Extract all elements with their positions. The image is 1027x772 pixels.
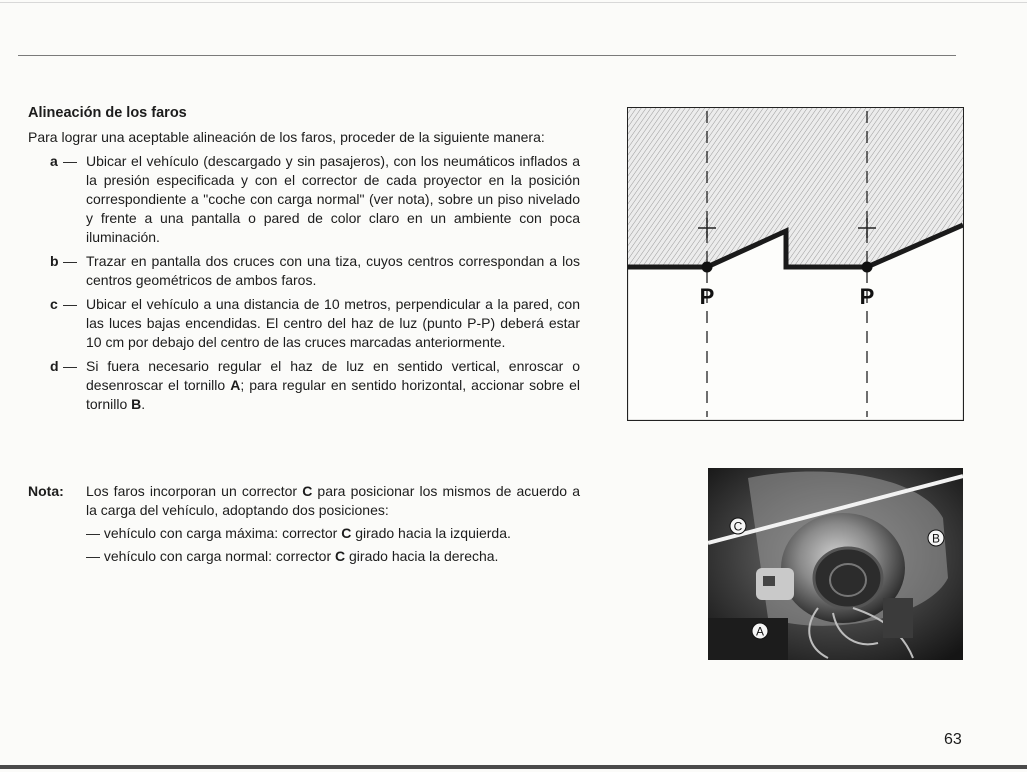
step-a (28, 152, 580, 247)
step-text: Si fuera necesario regular el haz de luz en sentido vertical, enroscar o desenroscar el tornillo A; para regular en sentido horizontal, accionar sobre el tornillo B. (86, 358, 580, 412)
page-number: 63 (944, 731, 962, 748)
intro-paragraph: Para lograr una aceptable alineación de los faros, proceder de la siguiente manera: (28, 129, 545, 145)
right-point-p (862, 262, 873, 273)
headlight-adjuster-photo (708, 468, 963, 660)
steps-list (28, 152, 580, 414)
corrector-c-ref: C (341, 525, 352, 541)
step-dash: — (63, 253, 77, 269)
bracket-right (883, 598, 913, 638)
nota-text: Los faros incorporan un corrector C para posicionar los mismos de acuerdo a la carga del vehículo, adoptando dos posiciones: (86, 483, 580, 518)
nota-line-max-load: — vehículo con carga máxima: corrector C girado hacia la izquierda. (86, 525, 511, 541)
beam-alignment-diagram (627, 107, 964, 421)
page-top-edge (0, 2, 1027, 3)
left-point-label: P (699, 284, 715, 309)
step-key: b (50, 253, 59, 269)
callout-c (730, 518, 746, 534)
section-title: Alineación de los faros (28, 105, 187, 121)
footer-rule (0, 765, 1027, 769)
corrector-knob (763, 576, 775, 586)
screw-a-ref: A (230, 377, 241, 393)
nota-label: Nota: (28, 483, 64, 499)
nota-body (86, 482, 580, 566)
corrector-c-ref: C (335, 548, 346, 564)
header-rule (18, 55, 956, 56)
main-text-column (28, 104, 580, 419)
corrector-c-ref: C (302, 483, 313, 499)
light-zone-hatched (628, 108, 963, 266)
callout-b (928, 530, 944, 546)
step-key: c (50, 296, 58, 312)
callout-a (752, 623, 768, 639)
step-key: a (50, 153, 58, 169)
step-b (28, 252, 580, 290)
step-c (28, 295, 580, 352)
step-key: d (50, 358, 59, 374)
step-dash: — (63, 296, 77, 312)
step-text: Trazar en pantalla dos cruces con una tiza, cuyos centros correspondan a los centros geométricos de ambos faros. (86, 253, 580, 288)
nota-line-normal-load: — vehículo con carga normal: corrector C girado hacia la derecha. (86, 548, 499, 564)
screw-b-ref: B (131, 396, 142, 412)
step-dash: — (63, 358, 77, 374)
dark-lower-area (708, 618, 788, 660)
svg-text:A: A (755, 624, 765, 639)
step-d (28, 357, 580, 414)
right-point-label: P (859, 284, 875, 309)
svg-text:C: C (733, 519, 743, 534)
nota-block (28, 482, 580, 566)
bulb-socket (814, 548, 882, 608)
step-dash: — (63, 153, 77, 169)
step-text: Ubicar el vehículo (descargado y sin pasajeros), con los neumáticos inflados a la presión especificada y con el corrector de cada proyector en la posición correspondiente a "coche con carga normal" (ver nota), sobre un piso nivelado y frente a una pantalla o pared de color claro en un ambiente con poca iluminación. (86, 153, 580, 245)
svg-text:B: B (931, 531, 941, 546)
left-point-p (702, 262, 713, 273)
step-text: Ubicar el vehículo a una distancia de 10 metros, perpendicular a la pared, con las luces bajas encendidas. El centro del haz de luz (punto P-P) deberá estar 10 cm por debajo del centro de las cruces marcadas anteriormente. (86, 296, 580, 350)
